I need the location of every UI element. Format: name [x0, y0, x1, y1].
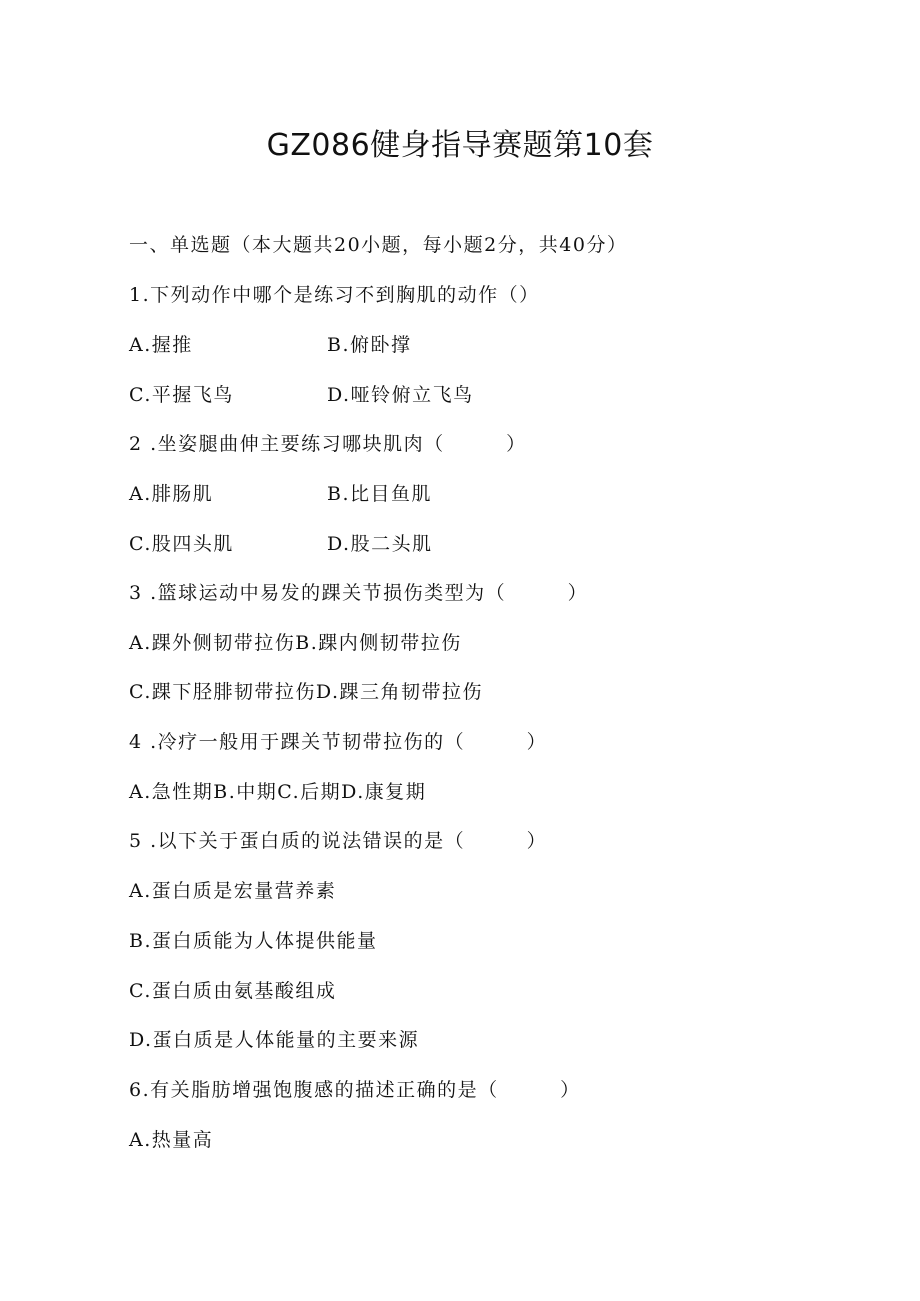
question-5-option-b: B.蛋白质能为人体提供能量: [129, 930, 378, 952]
question-1-stem: 1.下列动作中哪个是练习不到胸肌的动作（）: [129, 284, 540, 306]
question-1-option-c: C.平握飞鸟: [129, 384, 234, 406]
question-2-option-a: A.腓肠肌: [129, 483, 214, 505]
question-1-option-b: B.俯卧撑: [327, 334, 412, 356]
question-6-option-a: A.热量高: [129, 1129, 214, 1151]
question-3-options-ab: A.踝外侧韧带拉伤B.踝内侧韧带拉伤: [129, 632, 462, 654]
question-5-option-a: A.蛋白质是宏量营养素: [129, 880, 337, 902]
question-2-option-b: B.比目鱼肌: [327, 483, 433, 505]
page-title: GZ086健身指导赛题第10套: [266, 128, 654, 163]
question-1-option-d: D.哑铃俯立飞鸟: [327, 384, 474, 406]
question-3-stem: 3 .篮球运动中易发的踝关节损伤类型为（ ）: [129, 582, 589, 604]
question-4-stem: 4 .冷疗一般用于踝关节韧带拉伤的（ ）: [129, 731, 548, 753]
question-6-stem: 6.有关脂肪增强饱腹感的描述正确的是（ ）: [129, 1079, 581, 1101]
question-4-options: A.急性期B.中期C.后期D.康复期: [129, 781, 427, 803]
question-5-stem: 5 .以下关于蛋白质的说法错误的是（ ）: [129, 830, 548, 852]
question-2-option-d: D.股二头肌: [327, 533, 433, 555]
question-2-option-c: C.股四头肌: [129, 533, 234, 555]
question-2-stem: 2 .坐姿腿曲伸主要练习哪块肌肉（ ）: [129, 433, 527, 455]
question-3-options-cd: C.踝下胫腓韧带拉伤D.踝三角韧带拉伤: [129, 681, 483, 703]
question-5-option-d: D.蛋白质是人体能量的主要来源: [129, 1029, 420, 1051]
question-1-option-a: A.握推: [129, 334, 193, 356]
section-heading: 一、单选题（本大题共20小题，每小题2分，共40分）: [129, 234, 628, 256]
question-5-option-c: C.蛋白质由氨基酸组成: [129, 980, 337, 1002]
